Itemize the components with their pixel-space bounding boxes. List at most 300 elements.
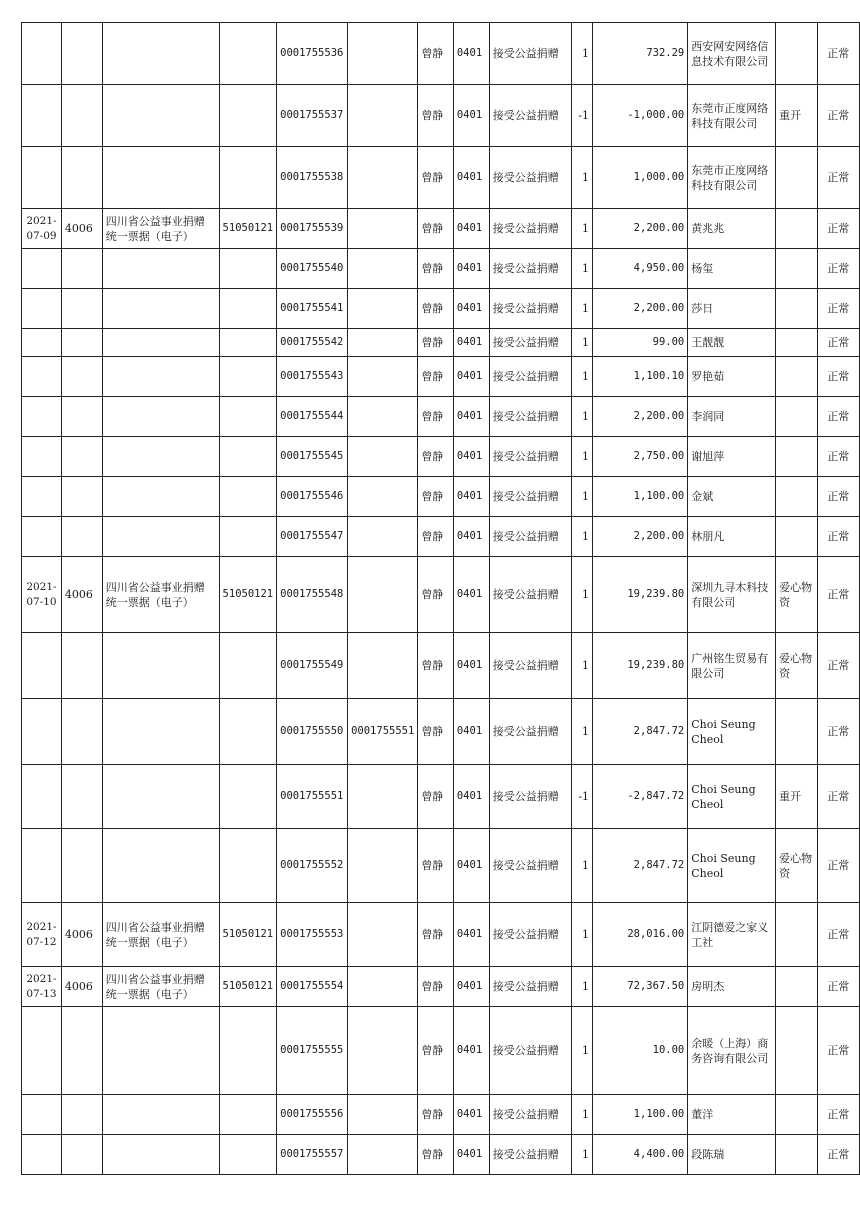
- status-cell: 正常: [817, 1007, 860, 1095]
- amount-cell: 4,400.00: [593, 1135, 688, 1175]
- handler-cell: 曾静: [418, 329, 454, 357]
- ticket-type-cell: [102, 397, 219, 437]
- ticket-type-cell: [102, 329, 219, 357]
- remark-cell: [776, 1095, 817, 1135]
- ticket-number-cell: 0001755549: [277, 633, 348, 699]
- item-code-cell: 0401: [453, 633, 489, 699]
- ticket-type-cell: 四川省公益事业捐赠统一票据（电子）: [102, 557, 219, 633]
- item-code-cell: 0401: [453, 397, 489, 437]
- batch-cell: [219, 357, 277, 397]
- handler-cell: 曾静: [418, 699, 454, 765]
- item-cell: 接受公益捐赠: [489, 23, 571, 85]
- table-row: [22, 85, 860, 147]
- quantity-cell: 1: [572, 397, 593, 437]
- remark-cell: [776, 209, 817, 249]
- code-cell: [61, 477, 102, 517]
- item-code-cell: 0401: [453, 517, 489, 557]
- payer-cell: 江阴德爱之家义工社: [688, 903, 776, 967]
- ticket-type-cell: [102, 249, 219, 289]
- date-cell: 2021-07-09: [22, 209, 62, 249]
- code-cell: [61, 1007, 102, 1095]
- payer-cell: Choi Seung Cheol: [688, 765, 776, 829]
- table-row: [22, 147, 860, 209]
- status-cell: 正常: [817, 23, 860, 85]
- code-cell: [61, 633, 102, 699]
- ticket-number-cell: 0001755539: [277, 209, 348, 249]
- linked-number-cell: [348, 1095, 418, 1135]
- handler-cell: 曾静: [418, 557, 454, 633]
- ticket-number-cell: 0001755551: [277, 765, 348, 829]
- item-code-cell: 0401: [453, 967, 489, 1007]
- status-cell: 正常: [817, 397, 860, 437]
- ticket-type-cell: [102, 517, 219, 557]
- quantity-cell: 1: [572, 209, 593, 249]
- linked-number-cell: [348, 85, 418, 147]
- quantity-cell: 1: [572, 1095, 593, 1135]
- date-cell: [22, 23, 62, 85]
- linked-number-cell: 0001755551: [348, 699, 418, 765]
- handler-cell: 曾静: [418, 23, 454, 85]
- payer-cell: 董洋: [688, 1095, 776, 1135]
- item-cell: 接受公益捐赠: [489, 829, 571, 903]
- item-cell: 接受公益捐赠: [489, 1007, 571, 1095]
- ticket-number-cell: 0001755540: [277, 249, 348, 289]
- item-code-cell: 0401: [453, 437, 489, 477]
- batch-cell: [219, 397, 277, 437]
- item-cell: 接受公益捐赠: [489, 147, 571, 209]
- status-cell: 正常: [817, 517, 860, 557]
- remark-cell: 爱心物资: [776, 633, 817, 699]
- ticket-number-cell: 0001755557: [277, 1135, 348, 1175]
- date-cell: 2021-07-13: [22, 967, 62, 1007]
- table-row: [22, 23, 860, 85]
- batch-cell: 51050121: [219, 967, 277, 1007]
- item-cell: 接受公益捐赠: [489, 517, 571, 557]
- ticket-number-cell: 0001755546: [277, 477, 348, 517]
- item-cell: 接受公益捐赠: [489, 477, 571, 517]
- batch-cell: [219, 147, 277, 209]
- quantity-cell: 1: [572, 903, 593, 967]
- date-cell: [22, 699, 62, 765]
- ticket-type-cell: [102, 289, 219, 329]
- quantity-cell: 1: [572, 289, 593, 329]
- ticket-type-cell: [102, 357, 219, 397]
- handler-cell: 曾静: [418, 357, 454, 397]
- quantity-cell: 1: [572, 329, 593, 357]
- quantity-cell: 1: [572, 967, 593, 1007]
- linked-number-cell: [348, 437, 418, 477]
- status-cell: 正常: [817, 85, 860, 147]
- item-cell: 接受公益捐赠: [489, 85, 571, 147]
- code-cell: 4006: [61, 209, 102, 249]
- quantity-cell: 1: [572, 557, 593, 633]
- amount-cell: -2,847.72: [593, 765, 688, 829]
- code-cell: [61, 397, 102, 437]
- status-cell: 正常: [817, 357, 860, 397]
- batch-cell: [219, 765, 277, 829]
- payer-cell: 林朋凡: [688, 517, 776, 557]
- ticket-number-cell: 0001755538: [277, 147, 348, 209]
- batch-cell: [219, 329, 277, 357]
- handler-cell: 曾静: [418, 829, 454, 903]
- remark-cell: [776, 517, 817, 557]
- linked-number-cell: [348, 329, 418, 357]
- date-cell: 2021-07-12: [22, 903, 62, 967]
- ticket-type-cell: [102, 699, 219, 765]
- amount-cell: 2,200.00: [593, 209, 688, 249]
- ticket-number-cell: 0001755542: [277, 329, 348, 357]
- date-cell: [22, 397, 62, 437]
- item-cell: 接受公益捐赠: [489, 903, 571, 967]
- amount-cell: 1,100.00: [593, 477, 688, 517]
- ticket-number-cell: 0001755554: [277, 967, 348, 1007]
- handler-cell: 曾静: [418, 1007, 454, 1095]
- ticket-number-cell: 0001755552: [277, 829, 348, 903]
- ticket-number-cell: 0001755548: [277, 557, 348, 633]
- payer-cell: 东莞市正度网络科技有限公司: [688, 147, 776, 209]
- status-cell: 正常: [817, 289, 860, 329]
- status-cell: 正常: [817, 249, 860, 289]
- item-cell: 接受公益捐赠: [489, 699, 571, 765]
- date-cell: [22, 1095, 62, 1135]
- handler-cell: 曾静: [418, 1135, 454, 1175]
- status-cell: 正常: [817, 633, 860, 699]
- item-code-cell: 0401: [453, 147, 489, 209]
- linked-number-cell: [348, 967, 418, 1007]
- remark-cell: [776, 967, 817, 1007]
- amount-cell: 2,200.00: [593, 289, 688, 329]
- batch-cell: [219, 289, 277, 329]
- linked-number-cell: [348, 903, 418, 967]
- linked-number-cell: [348, 147, 418, 209]
- item-code-cell: 0401: [453, 477, 489, 517]
- item-cell: 接受公益捐赠: [489, 357, 571, 397]
- date-cell: [22, 477, 62, 517]
- table-row: [22, 557, 860, 633]
- ticket-number-cell: 0001755553: [277, 903, 348, 967]
- batch-cell: [219, 517, 277, 557]
- remark-cell: 爱心物资: [776, 829, 817, 903]
- date-cell: [22, 85, 62, 147]
- code-cell: [61, 517, 102, 557]
- remark-cell: [776, 23, 817, 85]
- ticket-number-cell: 0001755536: [277, 23, 348, 85]
- item-code-cell: 0401: [453, 209, 489, 249]
- item-cell: 接受公益捐赠: [489, 1135, 571, 1175]
- payer-cell: 西安网安网络信息技术有限公司: [688, 23, 776, 85]
- handler-cell: 曾静: [418, 477, 454, 517]
- quantity-cell: 1: [572, 147, 593, 209]
- table-row: [22, 249, 860, 289]
- payer-cell: 金斌: [688, 477, 776, 517]
- linked-number-cell: [348, 249, 418, 289]
- handler-cell: 曾静: [418, 147, 454, 209]
- quantity-cell: 1: [572, 699, 593, 765]
- item-code-cell: 0401: [453, 357, 489, 397]
- ticket-type-cell: [102, 147, 219, 209]
- table-row: [22, 329, 860, 357]
- remark-cell: [776, 477, 817, 517]
- payer-cell: 罗艳茹: [688, 357, 776, 397]
- amount-cell: 99.00: [593, 329, 688, 357]
- remark-cell: [776, 397, 817, 437]
- date-cell: [22, 249, 62, 289]
- amount-cell: 2,750.00: [593, 437, 688, 477]
- handler-cell: 曾静: [418, 633, 454, 699]
- payer-cell: 房明杰: [688, 967, 776, 1007]
- item-code-cell: 0401: [453, 85, 489, 147]
- status-cell: 正常: [817, 765, 860, 829]
- item-cell: 接受公益捐赠: [489, 967, 571, 1007]
- linked-number-cell: [348, 765, 418, 829]
- batch-cell: [219, 23, 277, 85]
- status-cell: 正常: [817, 1135, 860, 1175]
- payer-cell: Choi Seung Cheol: [688, 699, 776, 765]
- remark-cell: 重开: [776, 765, 817, 829]
- table-row: [22, 209, 860, 249]
- code-cell: [61, 23, 102, 85]
- date-cell: 2021-07-10: [22, 557, 62, 633]
- handler-cell: 曾静: [418, 85, 454, 147]
- linked-number-cell: [348, 633, 418, 699]
- code-cell: [61, 147, 102, 209]
- remark-cell: [776, 249, 817, 289]
- batch-cell: [219, 1095, 277, 1135]
- code-cell: [61, 699, 102, 765]
- quantity-cell: 1: [572, 477, 593, 517]
- batch-cell: [219, 1135, 277, 1175]
- code-cell: 4006: [61, 967, 102, 1007]
- linked-number-cell: [348, 477, 418, 517]
- item-code-cell: 0401: [453, 699, 489, 765]
- linked-number-cell: [348, 23, 418, 85]
- batch-cell: [219, 1007, 277, 1095]
- ticket-number-cell: 0001755543: [277, 357, 348, 397]
- amount-cell: 4,950.00: [593, 249, 688, 289]
- ticket-type-cell: [102, 1135, 219, 1175]
- ticket-number-cell: 0001755537: [277, 85, 348, 147]
- ticket-type-cell: [102, 23, 219, 85]
- table-row: [22, 633, 860, 699]
- batch-cell: [219, 633, 277, 699]
- date-cell: [22, 329, 62, 357]
- linked-number-cell: [348, 289, 418, 329]
- payer-cell: 黄兆兆: [688, 209, 776, 249]
- code-cell: [61, 1095, 102, 1135]
- amount-cell: 732.29: [593, 23, 688, 85]
- code-cell: 4006: [61, 557, 102, 633]
- ticket-type-cell: [102, 1007, 219, 1095]
- status-cell: 正常: [817, 699, 860, 765]
- table-row: [22, 357, 860, 397]
- payer-cell: 余暖（上海）商务咨询有限公司: [688, 1007, 776, 1095]
- amount-cell: 72,367.50: [593, 967, 688, 1007]
- amount-cell: 19,239.80: [593, 557, 688, 633]
- remark-cell: [776, 289, 817, 329]
- status-cell: 正常: [817, 209, 860, 249]
- payer-cell: 段陈瑞: [688, 1135, 776, 1175]
- linked-number-cell: [348, 829, 418, 903]
- quantity-cell: 1: [572, 829, 593, 903]
- table-row: [22, 477, 860, 517]
- batch-cell: 51050121: [219, 557, 277, 633]
- amount-cell: 10.00: [593, 1007, 688, 1095]
- code-cell: 4006: [61, 903, 102, 967]
- quantity-cell: 1: [572, 437, 593, 477]
- status-cell: 正常: [817, 557, 860, 633]
- ticket-number-cell: 0001755545: [277, 437, 348, 477]
- date-cell: [22, 1007, 62, 1095]
- status-cell: 正常: [817, 437, 860, 477]
- item-cell: 接受公益捐赠: [489, 329, 571, 357]
- payer-cell: Choi Seung Cheol: [688, 829, 776, 903]
- quantity-cell: 1: [572, 23, 593, 85]
- code-cell: [61, 85, 102, 147]
- item-cell: 接受公益捐赠: [489, 557, 571, 633]
- ticket-number-cell: 0001755556: [277, 1095, 348, 1135]
- table-row: [22, 289, 860, 329]
- handler-cell: 曾静: [418, 765, 454, 829]
- code-cell: [61, 249, 102, 289]
- ticket-type-cell: 四川省公益事业捐赠统一票据（电子）: [102, 903, 219, 967]
- quantity-cell: 1: [572, 249, 593, 289]
- amount-cell: 2,200.00: [593, 517, 688, 557]
- amount-cell: 1,100.10: [593, 357, 688, 397]
- batch-cell: [219, 699, 277, 765]
- item-code-cell: 0401: [453, 557, 489, 633]
- amount-cell: 19,239.80: [593, 633, 688, 699]
- table-row: [22, 1095, 860, 1135]
- amount-cell: 1,000.00: [593, 147, 688, 209]
- date-cell: [22, 765, 62, 829]
- status-cell: 正常: [817, 1095, 860, 1135]
- code-cell: [61, 765, 102, 829]
- payer-cell: 谢旭萍: [688, 437, 776, 477]
- linked-number-cell: [348, 1007, 418, 1095]
- code-cell: [61, 437, 102, 477]
- payer-cell: 广州铭生贸易有限公司: [688, 633, 776, 699]
- ticket-type-cell: [102, 477, 219, 517]
- payer-cell: 莎日: [688, 289, 776, 329]
- remark-cell: 爱心物资: [776, 557, 817, 633]
- item-cell: 接受公益捐赠: [489, 397, 571, 437]
- ticket-type-cell: [102, 85, 219, 147]
- item-code-cell: 0401: [453, 1095, 489, 1135]
- remark-cell: [776, 1135, 817, 1175]
- quantity-cell: 1: [572, 1135, 593, 1175]
- item-code-cell: 0401: [453, 829, 489, 903]
- amount-cell: 28,016.00: [593, 903, 688, 967]
- date-cell: [22, 289, 62, 329]
- table-row: [22, 829, 860, 903]
- date-cell: [22, 437, 62, 477]
- ticket-type-cell: [102, 633, 219, 699]
- item-cell: 接受公益捐赠: [489, 633, 571, 699]
- ticket-type-cell: [102, 765, 219, 829]
- handler-cell: 曾静: [418, 517, 454, 557]
- ticket-number-cell: 0001755555: [277, 1007, 348, 1095]
- ticket-type-cell: [102, 437, 219, 477]
- quantity-cell: 1: [572, 633, 593, 699]
- item-code-cell: 0401: [453, 23, 489, 85]
- linked-number-cell: [348, 357, 418, 397]
- date-cell: [22, 829, 62, 903]
- payer-cell: 李润同: [688, 397, 776, 437]
- handler-cell: 曾静: [418, 249, 454, 289]
- item-cell: 接受公益捐赠: [489, 765, 571, 829]
- code-cell: [61, 357, 102, 397]
- item-code-cell: 0401: [453, 249, 489, 289]
- table-row: [22, 1007, 860, 1095]
- handler-cell: 曾静: [418, 967, 454, 1007]
- status-cell: 正常: [817, 329, 860, 357]
- ticket-number-cell: 0001755547: [277, 517, 348, 557]
- status-cell: 正常: [817, 147, 860, 209]
- handler-cell: 曾静: [418, 903, 454, 967]
- date-cell: [22, 633, 62, 699]
- batch-cell: [219, 829, 277, 903]
- ticket-number-cell: 0001755541: [277, 289, 348, 329]
- linked-number-cell: [348, 517, 418, 557]
- amount-cell: 2,847.72: [593, 829, 688, 903]
- payer-cell: 深圳九寻木科技有限公司: [688, 557, 776, 633]
- batch-cell: [219, 85, 277, 147]
- item-cell: 接受公益捐赠: [489, 1095, 571, 1135]
- batch-cell: 51050121: [219, 903, 277, 967]
- quantity-cell: -1: [572, 765, 593, 829]
- amount-cell: 1,100.00: [593, 1095, 688, 1135]
- remark-cell: [776, 699, 817, 765]
- code-cell: [61, 329, 102, 357]
- batch-cell: [219, 477, 277, 517]
- linked-number-cell: [348, 209, 418, 249]
- item-code-cell: 0401: [453, 289, 489, 329]
- date-cell: [22, 357, 62, 397]
- batch-cell: [219, 437, 277, 477]
- table-row: [22, 765, 860, 829]
- status-cell: 正常: [817, 477, 860, 517]
- table-row: [22, 903, 860, 967]
- item-cell: 接受公益捐赠: [489, 437, 571, 477]
- remark-cell: 重开: [776, 85, 817, 147]
- remark-cell: [776, 147, 817, 209]
- ticket-type-cell: [102, 829, 219, 903]
- date-cell: [22, 1135, 62, 1175]
- status-cell: 正常: [817, 829, 860, 903]
- item-code-cell: 0401: [453, 765, 489, 829]
- quantity-cell: 1: [572, 1007, 593, 1095]
- item-code-cell: 0401: [453, 329, 489, 357]
- ticket-type-cell: 四川省公益事业捐赠统一票据（电子）: [102, 209, 219, 249]
- linked-number-cell: [348, 557, 418, 633]
- payer-cell: 杨玺: [688, 249, 776, 289]
- status-cell: 正常: [817, 967, 860, 1007]
- remark-cell: [776, 903, 817, 967]
- handler-cell: 曾静: [418, 289, 454, 329]
- item-cell: 接受公益捐赠: [489, 289, 571, 329]
- ticket-type-cell: 四川省公益事业捐赠统一票据（电子）: [102, 967, 219, 1007]
- donation-receipt-ledger: [21, 22, 860, 1175]
- quantity-cell: 1: [572, 517, 593, 557]
- payer-cell: 东莞市正度网络科技有限公司: [688, 85, 776, 147]
- item-code-cell: 0401: [453, 903, 489, 967]
- item-cell: 接受公益捐赠: [489, 249, 571, 289]
- code-cell: [61, 1135, 102, 1175]
- handler-cell: 曾静: [418, 397, 454, 437]
- item-cell: 接受公益捐赠: [489, 209, 571, 249]
- batch-cell: [219, 249, 277, 289]
- status-cell: 正常: [817, 903, 860, 967]
